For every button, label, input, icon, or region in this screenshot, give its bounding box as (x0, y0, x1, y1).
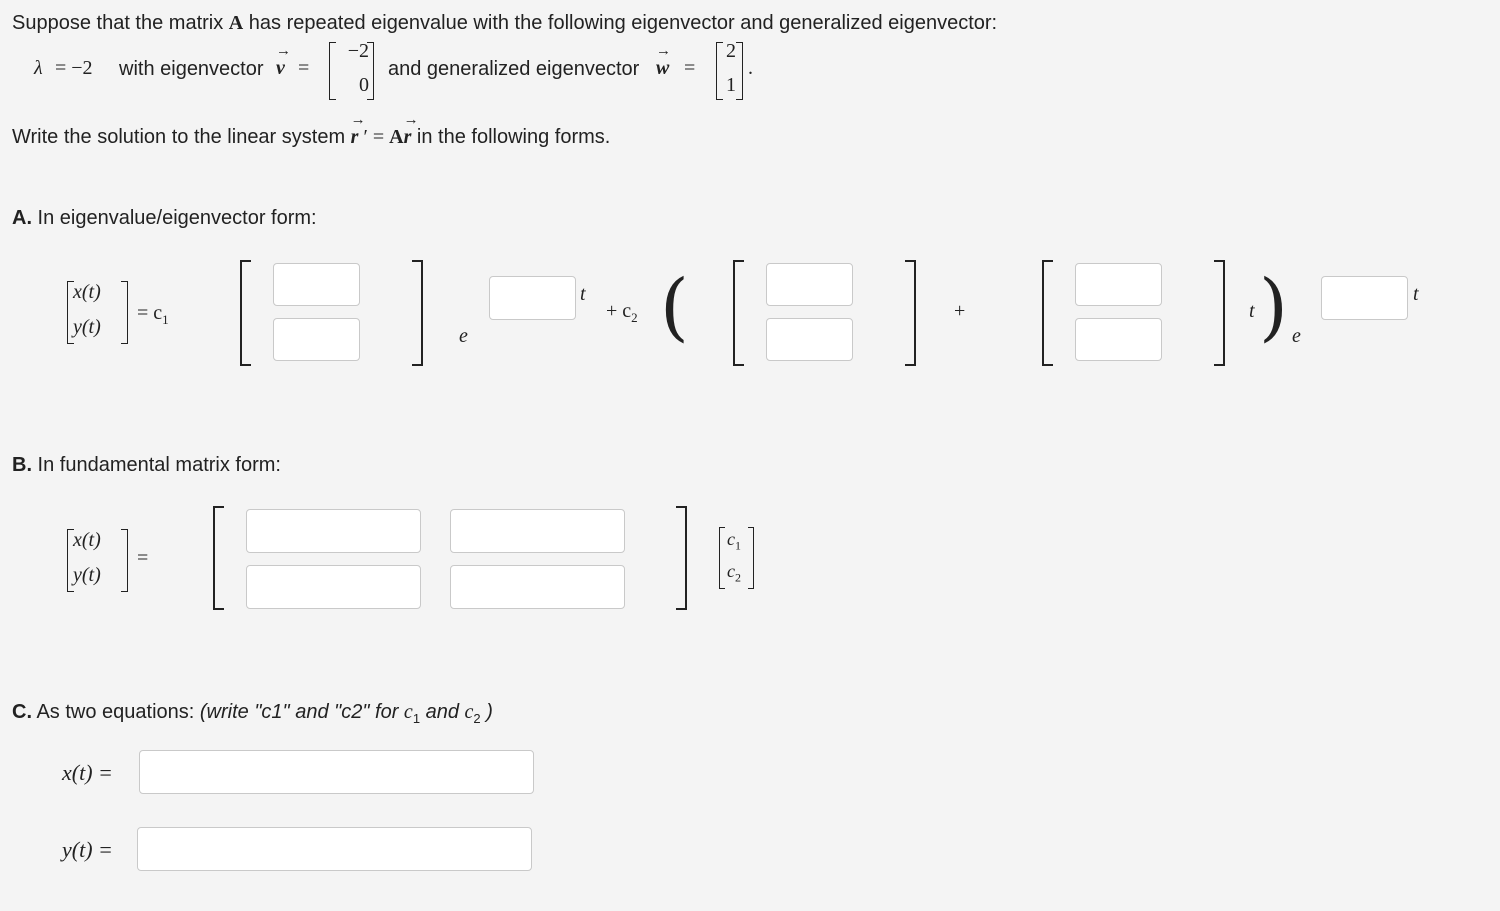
partA-t-1: t (580, 283, 586, 305)
partB-matrix-bracket-left (213, 506, 224, 610)
partA-v3-bracket-right (1214, 260, 1225, 366)
v-entry-1: −2 (347, 40, 369, 62)
partA-plus-c: + c (606, 300, 632, 322)
r-symbol-2: → r (404, 126, 412, 149)
partA-e-1: e (459, 325, 468, 347)
v-equals: = (298, 57, 310, 79)
partB-label: B. (12, 454, 32, 476)
partB-c1 (727, 529, 741, 554)
partB-matrix-bracket-right (676, 506, 687, 610)
partC-y-input[interactable] (137, 827, 532, 871)
v-entry-2: 0 (359, 74, 369, 96)
with-eigenvector-text: with eigenvector (119, 58, 264, 80)
v-vector-symbol (276, 57, 285, 80)
partA-lhs-y: y(t) (73, 316, 101, 338)
partB-heading (12, 454, 281, 477)
partA-v2-bracket-left (733, 260, 744, 366)
intro-text-end: has repeated eigenvalue with the following eigenvector and generalized eigenvector: (243, 12, 998, 34)
partB-c2 (727, 561, 741, 586)
partC-label: C. (12, 701, 32, 723)
partA-exponent-input-1[interactable] (489, 276, 576, 320)
partB-c-bracket-left (719, 527, 725, 589)
r-symbol: → r (351, 126, 359, 149)
partA-v1-input-2[interactable] (273, 318, 360, 361)
partC-y-label: y(t) = (62, 837, 113, 862)
partA-plus: + (954, 300, 966, 322)
w-equals: = (684, 57, 696, 79)
partA-title: In eigenvalue/eigenvector form: (32, 207, 317, 229)
partC-hint-end: ) (480, 701, 493, 723)
partC-x-input[interactable] (139, 750, 534, 794)
partC-heading (12, 701, 493, 726)
and-generalized-text: and generalized eigenvector (388, 58, 640, 80)
w-entry-2: 1 (726, 74, 736, 96)
write-text: Write the solution to the linear system (12, 126, 351, 148)
partB-lhs-bracket-right (121, 529, 128, 592)
write-instruction (12, 126, 610, 149)
w-entry-1: 2 (726, 40, 736, 62)
partC-x-label: x(t) = (62, 760, 113, 785)
A-symbol: A (389, 126, 404, 148)
partA-t-2: t (1249, 300, 1255, 322)
partB-lhs-x: x(t) (73, 529, 101, 551)
intro-text: Suppose that the matrix (12, 12, 229, 34)
partB-c1-sub: 1 (735, 538, 741, 553)
partA-v2-bracket-right (905, 260, 916, 366)
partA-v2-input-2[interactable] (766, 318, 853, 361)
partA-exponent-input-2[interactable] (1321, 276, 1408, 320)
partC-hint-and: and (420, 701, 465, 723)
partA-plus-c2 (606, 300, 638, 326)
partA-v3-input-2[interactable] (1075, 318, 1162, 361)
partA-lhs-bracket-right (121, 281, 128, 344)
partB-lhs-y: y(t) (73, 564, 101, 586)
partB-c-bracket-right (748, 527, 754, 589)
partA-sub1: 1 (162, 312, 169, 327)
partA-v1-input-1[interactable] (273, 263, 360, 306)
partA-eq-c: = c (137, 302, 163, 324)
partB-matrix-input-11[interactable] (246, 509, 421, 553)
partA-lhs-x: x(t) (73, 281, 101, 303)
w-vector-symbol (656, 57, 669, 80)
problem-intro (12, 12, 997, 35)
partA-paren-right: ) (1259, 264, 1288, 350)
partA-v3-bracket-left (1042, 260, 1053, 366)
partA-v1-bracket-right (412, 260, 423, 366)
partB-matrix-input-21[interactable] (246, 565, 421, 609)
partA-heading (12, 207, 317, 230)
partB-c2-letter: c (727, 561, 735, 581)
partA-e-2: e (1292, 325, 1301, 347)
w-symbol: → w (656, 57, 669, 80)
partA-v3-input-1[interactable] (1075, 263, 1162, 306)
partB-title: In fundamental matrix form: (32, 454, 281, 476)
partB-c1-letter: c (727, 529, 735, 549)
partA-paren-left: ( (660, 264, 689, 350)
partC-title: As two equations: (32, 701, 200, 723)
partB-c2-sub: 2 (735, 570, 741, 585)
partA-v1-bracket-left (240, 260, 251, 366)
partB-matrix-input-22[interactable] (450, 565, 625, 609)
partA-v2-input-1[interactable] (766, 263, 853, 306)
partB-equals: = (137, 547, 149, 569)
partC-hint: (write "c1" and "c2" for (199, 701, 404, 723)
v-symbol: → v (276, 57, 285, 80)
partA-t-3: t (1413, 283, 1419, 305)
lambda-value: = −2 (55, 57, 93, 79)
matrix-A-symbol: A (228, 12, 244, 34)
write-text-end: in the following forms. (411, 126, 611, 148)
partA-label: A. (12, 207, 32, 229)
v-bracket-left (329, 42, 336, 100)
partC-hint-c2: c (464, 701, 474, 723)
partC-hint-c1: c (403, 701, 413, 723)
prime-equals: ′ = (363, 126, 385, 148)
lambda-symbol: λ (34, 57, 43, 79)
partA-eq-c1 (137, 302, 169, 328)
partB-matrix-input-12[interactable] (450, 509, 625, 553)
partC-hint-sub1: 1 (412, 711, 421, 726)
partA-sub2: 2 (631, 310, 638, 325)
partC-hint-sub2: 2 (473, 711, 481, 726)
w-period: . (748, 57, 753, 79)
